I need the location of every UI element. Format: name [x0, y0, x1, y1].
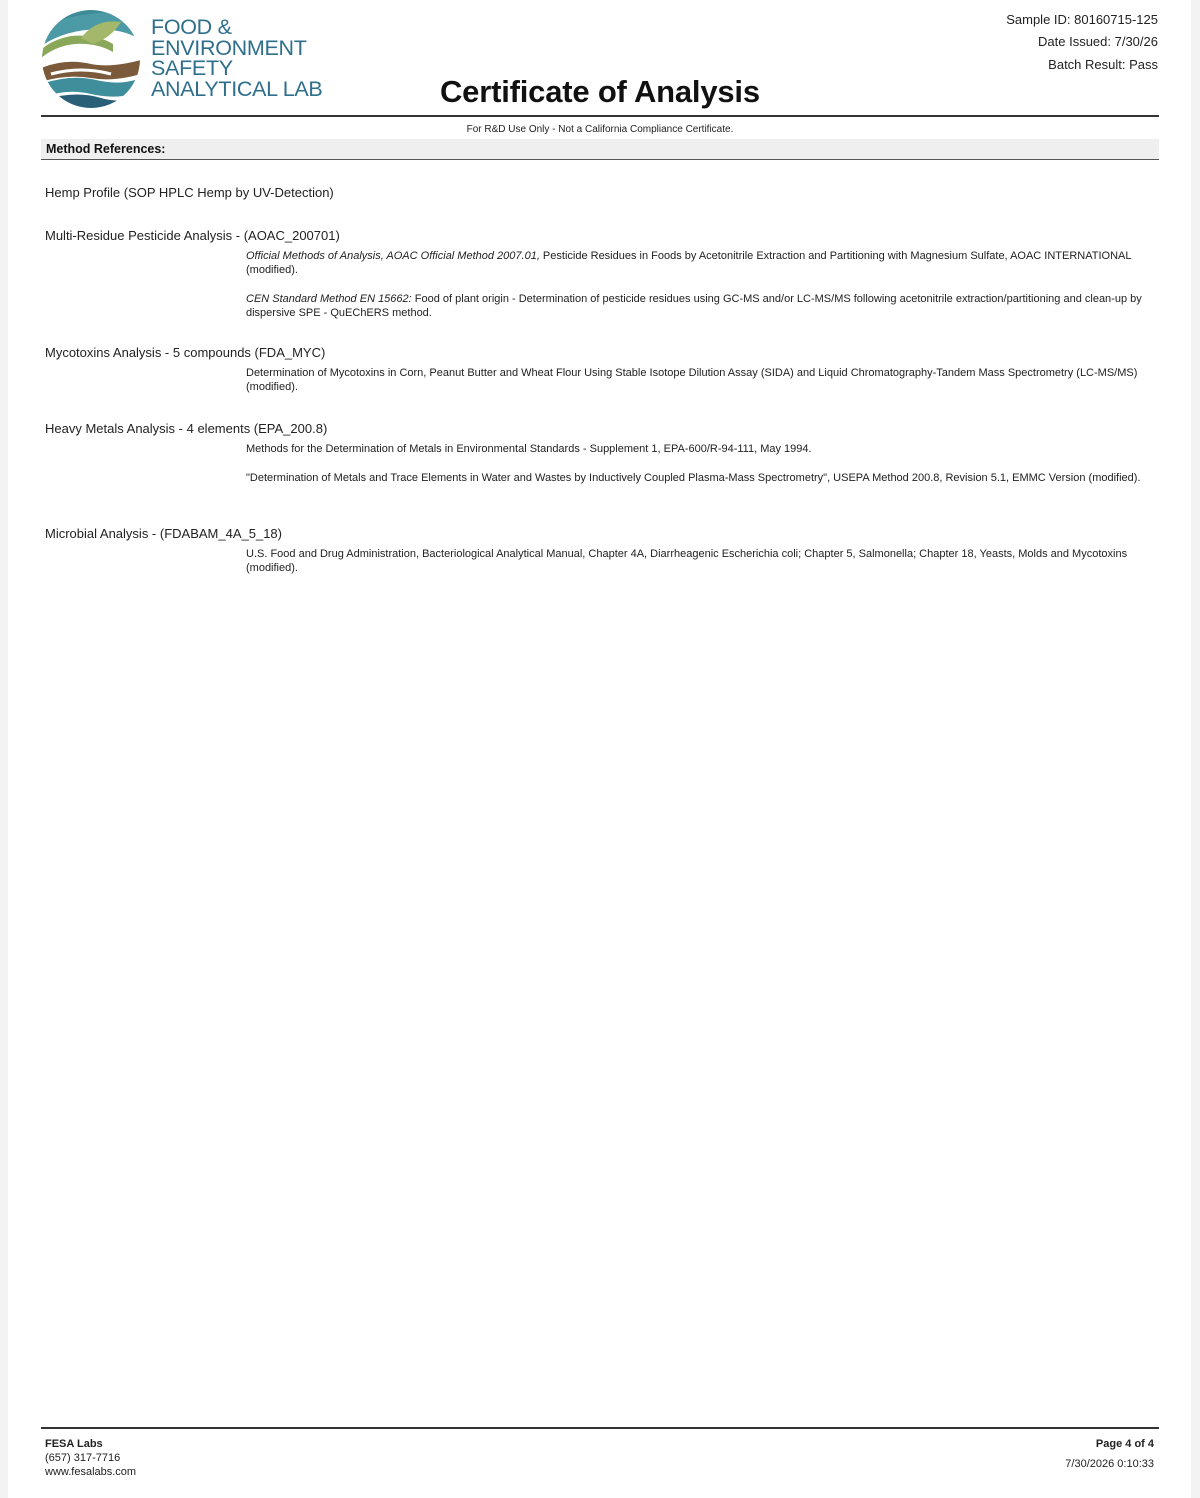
- section-heading: Method References:: [46, 142, 166, 156]
- lab-logo: [41, 8, 331, 110]
- method-description: [246, 442, 1154, 456]
- disclaimer-text: For R&D Use Only - Not a California Compliance Certificate.: [466, 124, 734, 135]
- method-description: [246, 249, 1154, 278]
- method-description-text: "Determination of Metals and Trace Elements in Water and Wastes by Inductively Coupled Plasma-Mass Spectrometry", USEPA Method 200.8, Revision 5.1, EMMC Version (modified).: [246, 472, 1141, 484]
- method-title-hemp-profile: Hemp Profile (SOP HPLC Hemp by UV-Detection): [45, 185, 334, 200]
- method-title-heavy-metals: Heavy Metals Analysis - 4 elements (EPA_200.8): [45, 421, 328, 436]
- method-description: [246, 292, 1154, 321]
- certificate-page: [8, 0, 1191, 1498]
- method-description-text: Determination of Mycotoxins in Corn, Peanut Butter and Wheat Flour Using Stable Isotope Dilution Assay (SIDA) and Liquid Chromatography-Tandem Mass Spectrometry (LC-MS/MS) (modified).: [246, 367, 1138, 394]
- footer-page-info: [1065, 1436, 1154, 1472]
- method-description-italic: Official Methods of Analysis, AOAC Official Method 2007.01,: [246, 250, 540, 262]
- method-description-italic: CEN Standard Method EN 15662:: [246, 293, 412, 305]
- method-references-header: [41, 139, 1159, 160]
- method-title-microbial: Microbial Analysis - (FDABAM_4A_5_18): [45, 526, 282, 541]
- header-divider: [41, 115, 1159, 117]
- sample-info: [1006, 9, 1158, 76]
- logo-line-4: ANALYTICAL LAB: [151, 76, 323, 101]
- lab-logo-emblem-icon: [41, 8, 141, 110]
- date-issued: Date Issued: 7/30/26: [1038, 34, 1158, 50]
- logo-line-3: SAFETY: [151, 56, 233, 80]
- method-description: [246, 547, 1154, 576]
- method-title-pesticide: Multi-Residue Pesticide Analysis - (AOAC_200701): [45, 228, 340, 243]
- sample-id: Sample ID: 80160715-125: [1006, 12, 1158, 27]
- method-description-text: Pesticide Residues in Foods by Acetonitrile Extraction and Partitioning with Magnesium Sulfate, AOAC INTERNATIONAL (modified).: [246, 250, 1132, 277]
- batch-result: Batch Result: Pass: [1048, 56, 1158, 72]
- logo-line-2: ENVIRONMENT: [151, 35, 307, 60]
- method-description-text: U.S. Food and Drug Administration, Bacteriological Analytical Manual, Chapter 4A, Diarrheagenic Escherichia coli; Chapter 5, Salmonella; Chapter 18, Yeasts, Molds and Mycotoxins (modified).: [246, 548, 1128, 575]
- method-description-text: Methods for the Determination of Metals in Environmental Standards - Supplement 1, EPA-600/R-94-111, May 1994.: [246, 443, 812, 455]
- page-number: Page 4 of 4: [1095, 1438, 1154, 1450]
- method-description: [246, 471, 1154, 485]
- company-phone: (657) 317-7716: [45, 1452, 121, 1464]
- lab-logo-text: [151, 17, 322, 99]
- logo-line-1: FOOD &: [151, 15, 232, 39]
- footer-divider: [41, 1427, 1159, 1429]
- company-website: www.fesalabs.com: [45, 1466, 137, 1478]
- method-description-text: Food of plant origin - Determination of pesticide residues using GC-MS and/or LC-MS/MS following acetonitrile extraction/partitioning and clean-up by dispersive SPE - QuEChERS method.: [246, 293, 1142, 320]
- company-name: FESA Labs: [45, 1438, 103, 1450]
- page-title: Certificate of Analysis: [440, 74, 760, 109]
- print-timestamp: 7/30/2026 0:10:33: [1065, 1458, 1154, 1470]
- method-title-mycotoxins: Mycotoxins Analysis - 5 compounds (FDA_MYC): [45, 345, 326, 360]
- method-description: [246, 366, 1154, 395]
- footer-contact: [45, 1436, 136, 1480]
